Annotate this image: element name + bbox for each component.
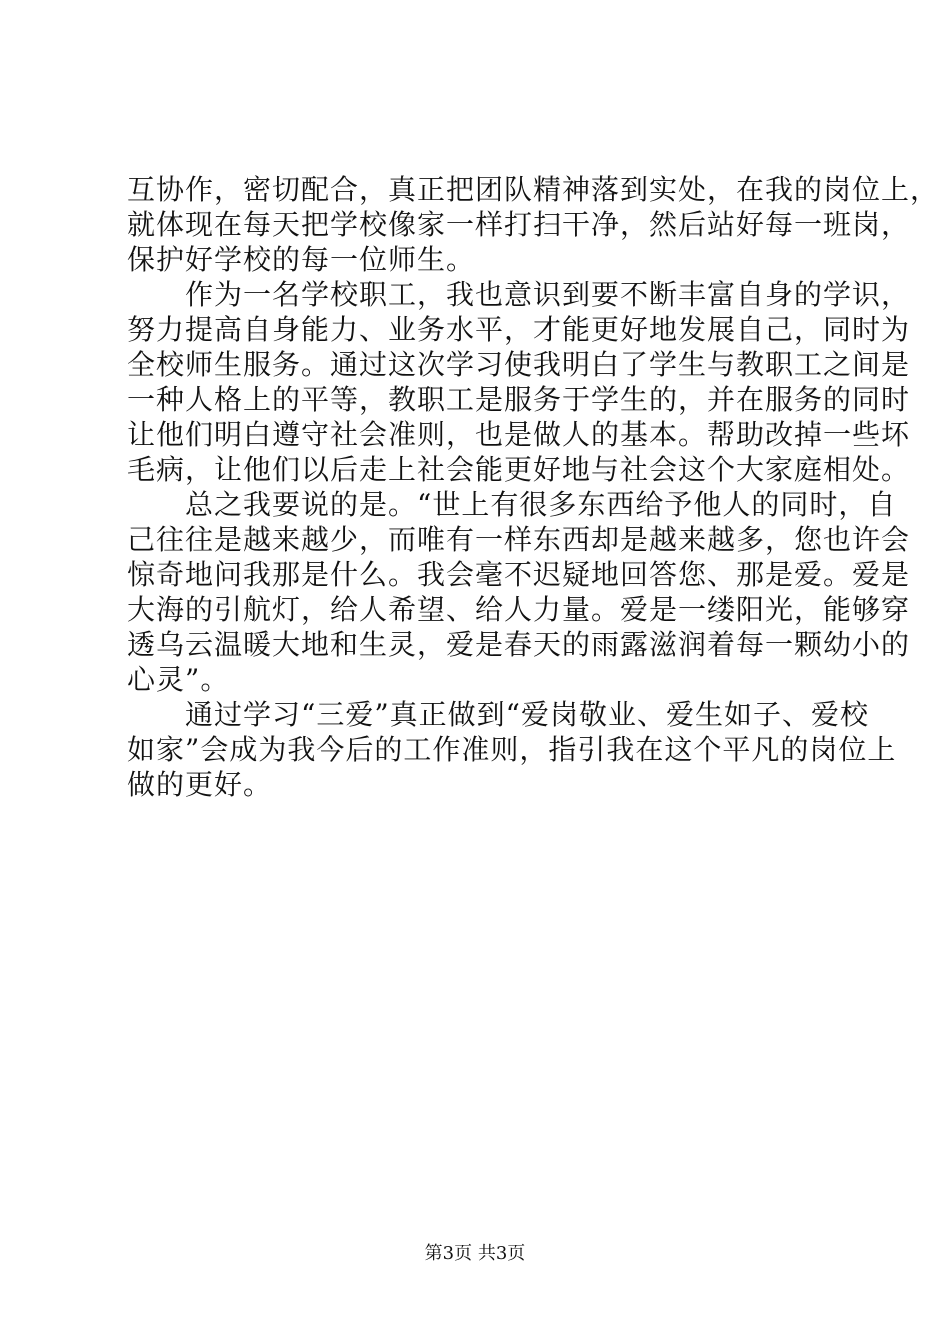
paragraph — [127, 487, 911, 697]
text-line: 互协作，密切配合，真正把团队精神落到实处，在我的岗位上， — [127, 173, 940, 206]
text-line: 全校师生服务。通过这次学习使我明白了学生与教职工之间是 — [127, 348, 911, 381]
text-line: 心灵”。 — [127, 663, 230, 696]
text-line: 就体现在每天把学校像家一样打扫干净，然后站好每一班岗， — [127, 208, 911, 241]
text-line: 保护好学校的每一位师生。 — [127, 243, 476, 276]
paragraph — [127, 697, 897, 802]
text-line: 做的更好。 — [127, 768, 273, 801]
paragraph — [127, 172, 940, 277]
text-line: 如家”会成为我今后的工作准则，指引我在这个平凡的岗位上 — [127, 733, 897, 766]
text-line: 透乌云温暖大地和生灵，爱是春天的雨露滋润着每一颗幼小的 — [127, 628, 911, 661]
text-line: 让他们明白遵守社会准则，也是做人的基本。帮助改掉一些坏 — [127, 418, 911, 451]
text-line: 惊奇地问我那是什么。我会毫不迟疑地回答您、那是爱。爱是 — [127, 558, 911, 591]
paragraph — [127, 277, 911, 487]
document-body — [127, 172, 940, 802]
text-line: 毛病，让他们以后走上社会能更好地与社会这个大家庭相处。 — [127, 453, 911, 486]
text-line: 总之我要说的是。“世上有很多东西给予他人的同时，自 — [185, 488, 897, 521]
text-line: 通过学习“三爱”真正做到“爱岗敬业、爱生如子、爱校 — [185, 698, 869, 731]
text-line: 一种人格上的平等，教职工是服务于学生的，并在服务的同时 — [127, 383, 911, 416]
text-line: 作为一名学校职工，我也意识到要不断丰富自身的学识， — [185, 278, 911, 311]
text-line: 努力提高自身能力、业务水平，才能更好地发展自己，同时为 — [127, 313, 911, 346]
text-line: 己往往是越来越少，而唯有一样东西却是越来越多，您也许会 — [127, 523, 911, 556]
page-number-footer: 第3页 共3页 — [424, 1243, 526, 1264]
text-line: 大海的引航灯，给人希望、给人力量。爱是一缕阳光，能够穿 — [127, 593, 911, 626]
